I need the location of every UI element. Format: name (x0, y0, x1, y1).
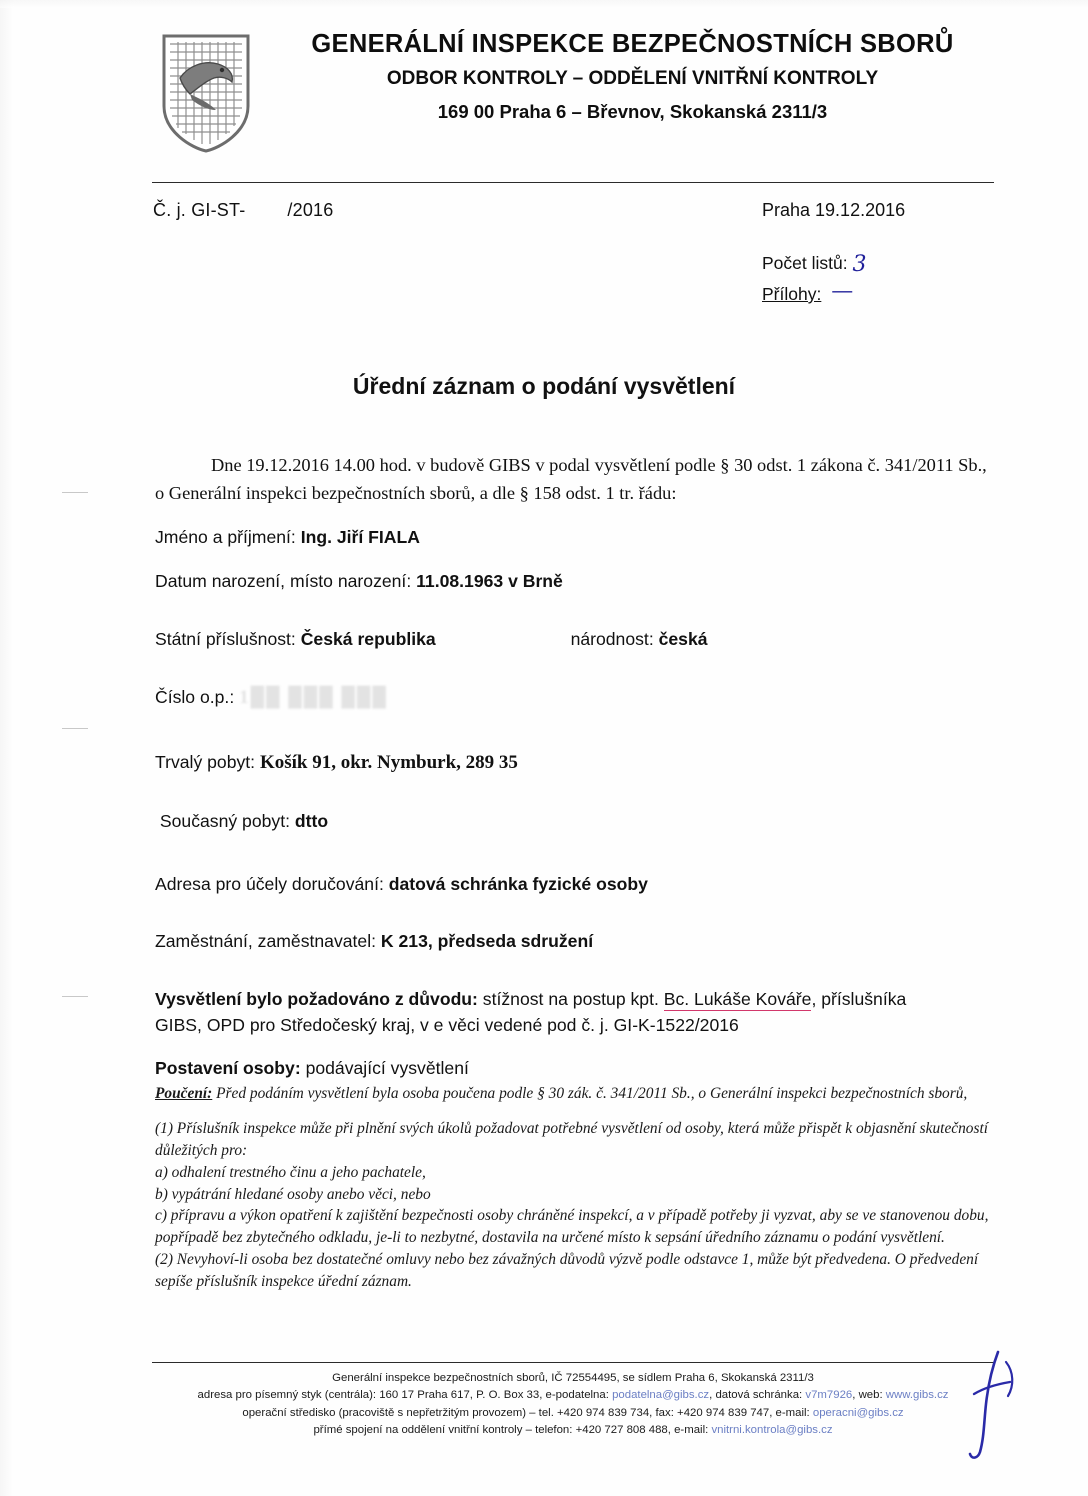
sheet-count-value: 3 (852, 252, 867, 277)
document-body (155, 452, 1000, 1083)
instruction-item-b: b) vypátrání hledané osoby anebo věci, nebo (155, 1185, 431, 1203)
field-current-address-value: dtto (294, 810, 329, 831)
attachments-value: — (832, 280, 853, 302)
footer-line-3 (152, 1405, 994, 1422)
field-citizenship-value: Česká republika (300, 628, 436, 649)
reason-block (155, 986, 1000, 1039)
field-nationality-label: národnost: (570, 628, 654, 649)
field-employment-value: K 213, předseda sdružení (380, 931, 594, 952)
field-delivery-address-value: datová schránka fyzické osoby (388, 874, 648, 895)
field-current-address-label: Současný pobyt: (159, 810, 290, 831)
attachments-label: Přílohy: (762, 284, 822, 304)
field-birth-value: 11.08.1963 v Brně (416, 571, 563, 592)
footer-line-2-b: , datová schránka: (709, 1389, 806, 1402)
status-value: podávající vysvětlení (300, 1058, 469, 1079)
field-id-number-value: 1██ ███ ███ (239, 687, 388, 709)
email-podatelna-link[interactable]: podatelna@gibs.cz (612, 1389, 710, 1402)
margin-mark (62, 996, 88, 997)
place-and-date: Praha 19.12.2016 (762, 200, 906, 220)
reference-prefix: Č. j. GI-ST- (153, 200, 246, 220)
reason-label: Vysvětlení bylo požadováno z důvodu: (155, 988, 478, 1009)
field-delivery-address (155, 871, 1000, 898)
footer-line-3-a: operační středisko (pracoviště s nepřetržitým provozem) – tel. +420 974 839 734, fax: +420 974 839 747, e-mail: (242, 1406, 813, 1419)
databox-id: v7m7926 (805, 1389, 853, 1402)
field-name-label: Jméno a příjmení: (155, 527, 296, 548)
attachments (762, 280, 853, 306)
intro-paragraph (155, 452, 1000, 507)
instruction-paragraph-2: (2) Nevyhoví-li osoba bez dostatečné omluvy nebo bez závažných důvodů výzvě podle odstavce 1, může být předvedena. O předvedení sepíše příslušník inspekce úřední záznam. (155, 1251, 979, 1290)
email-operacni-link[interactable]: operacni@gibs.cz (812, 1406, 904, 1419)
footer-line-2-c: , web: (852, 1389, 886, 1402)
intro-line-1: Dne 19.12.2016 14.00 hod. v budově GIBS v podal vysvětlení podle § 30 odst. 1 zákona (211, 455, 863, 475)
page-title: Úřední záznam o podání vysvětlení (352, 373, 736, 399)
field-permanent-address-value: Košík 91, okr. Nymburk, 289 35 (259, 752, 518, 774)
coat-of-arms-icon (160, 32, 252, 154)
instruction-intro (155, 1083, 1000, 1105)
field-citizenship-label: Státní příslušnost: (155, 628, 296, 649)
margin-mark (62, 492, 88, 493)
footer-line-2-a: adresa pro písemný styk (centrála): 160 17 Praha 617, P. O. Box 33, e-podatelna: (197, 1389, 613, 1402)
field-name (155, 524, 1000, 551)
org-title: GENERÁLNÍ INSPEKCE BEZPEČNOSTNÍCH SBORŮ (311, 30, 954, 58)
footer-line-1: Generální inspekce bezpečnostních sborů, IČ 72554495, se sídlem Praha 6, Skokanská 2311/3 (332, 1372, 814, 1384)
status-label: Postavení osoby: (155, 1058, 301, 1079)
margin-mark (62, 728, 88, 729)
field-name-value: Ing. Jiří FIALA (300, 527, 420, 548)
field-citizenship (155, 626, 1000, 653)
scan-edge-left (0, 0, 14, 1496)
footer-divider (152, 1362, 994, 1363)
instruction-item-a: a) odhalení trestného činu a jeho pachatele, (155, 1163, 426, 1181)
field-employment (155, 928, 1000, 955)
instruction-heading: Poučení: (155, 1085, 213, 1102)
footer-line-4 (152, 1422, 994, 1439)
field-permanent-address (155, 748, 1000, 777)
handwritten-signature (958, 1342, 1028, 1462)
org-address: 169 00 Praha 6 – Břevnov, Skokanská 2311/3 (437, 101, 828, 122)
field-employment-label: Zaměstnání, zaměstnavatel: (155, 931, 377, 952)
reason-text-before: stížnost na postup kpt. (477, 988, 664, 1009)
status-block (155, 1055, 1000, 1082)
field-birth-label: Datum narození, místo narození: (155, 571, 412, 592)
sheet-count (762, 252, 866, 277)
instruction-item-c: c) přípravu a výkon opatření k zajištění bezpečnosti osoby chráněné inspekcí, a v případě potřeby ji vyzvat, aby se ve stanovenou dobu, popřípadě bez zbytečného odkladu, je-li to nezbytné, dostavila na určené místo k sepsání úředního záznamu o podání vysvětlení. (155, 1207, 989, 1247)
letterhead (150, 30, 1000, 123)
footer-line-4-a: přímé spojení na oddělení vnitřní kontroly – telefon: +420 727 808 488, e-mail: (313, 1423, 712, 1436)
reason-text-after: , příslušníka (811, 988, 907, 1009)
website-link[interactable]: www.gibs.cz (885, 1389, 949, 1402)
reference-suffix: /2016 (287, 200, 334, 220)
reason-line-2: GIBS, OPD pro Středočeský kraj, v e věci vedené pod č. j. GI-K-1522/2016 (155, 1015, 739, 1036)
field-nationality-value: česká (658, 628, 708, 649)
footer (152, 1370, 994, 1439)
legal-instruction (155, 1083, 1000, 1293)
field-permanent-address-label: Trvalý pobyt: (155, 752, 256, 773)
field-id-number (155, 683, 1000, 712)
intro-line-2: č. 341/2011 Sb., o Generální inspekci bezpečnostních sborů, a dle § 158 odst. 1 tr. řádu: (155, 455, 987, 503)
reason-highlight: Bc. Lukáše Kováře (663, 988, 812, 1009)
field-delivery-address-label: Adresa pro účely doručování: (155, 874, 384, 895)
field-current-address (155, 808, 1000, 835)
sheet-count-label: Počet listů: (762, 253, 848, 273)
field-birth (155, 568, 1000, 595)
field-id-number-label: Číslo o.p.: (155, 687, 235, 708)
header-divider (152, 182, 994, 183)
email-vnitrni-kontrola-link[interactable]: vnitrni.kontrola@gibs.cz (711, 1423, 833, 1436)
footer-line-2 (152, 1387, 994, 1404)
instruction-paragraph-1: (1) Příslušník inspekce může při plnění svých úkolů požadovat potřebné vysvětlení od osoby, která může přispět k objasnění skutečností důležitých pro: (155, 1119, 989, 1159)
org-department: ODBOR KONTROLY – ODDĚLENÍ VNITŘNÍ KONTROLY (386, 68, 879, 89)
reference-number (153, 200, 333, 221)
scan-edge-top (0, 0, 1088, 8)
instruction-heading-text: Před podáním vysvětlení byla osoba poučena podle § 30 zák. č. 341/2011 Sb., o Generální inspekci bezpečnostních sborů, (212, 1085, 968, 1102)
